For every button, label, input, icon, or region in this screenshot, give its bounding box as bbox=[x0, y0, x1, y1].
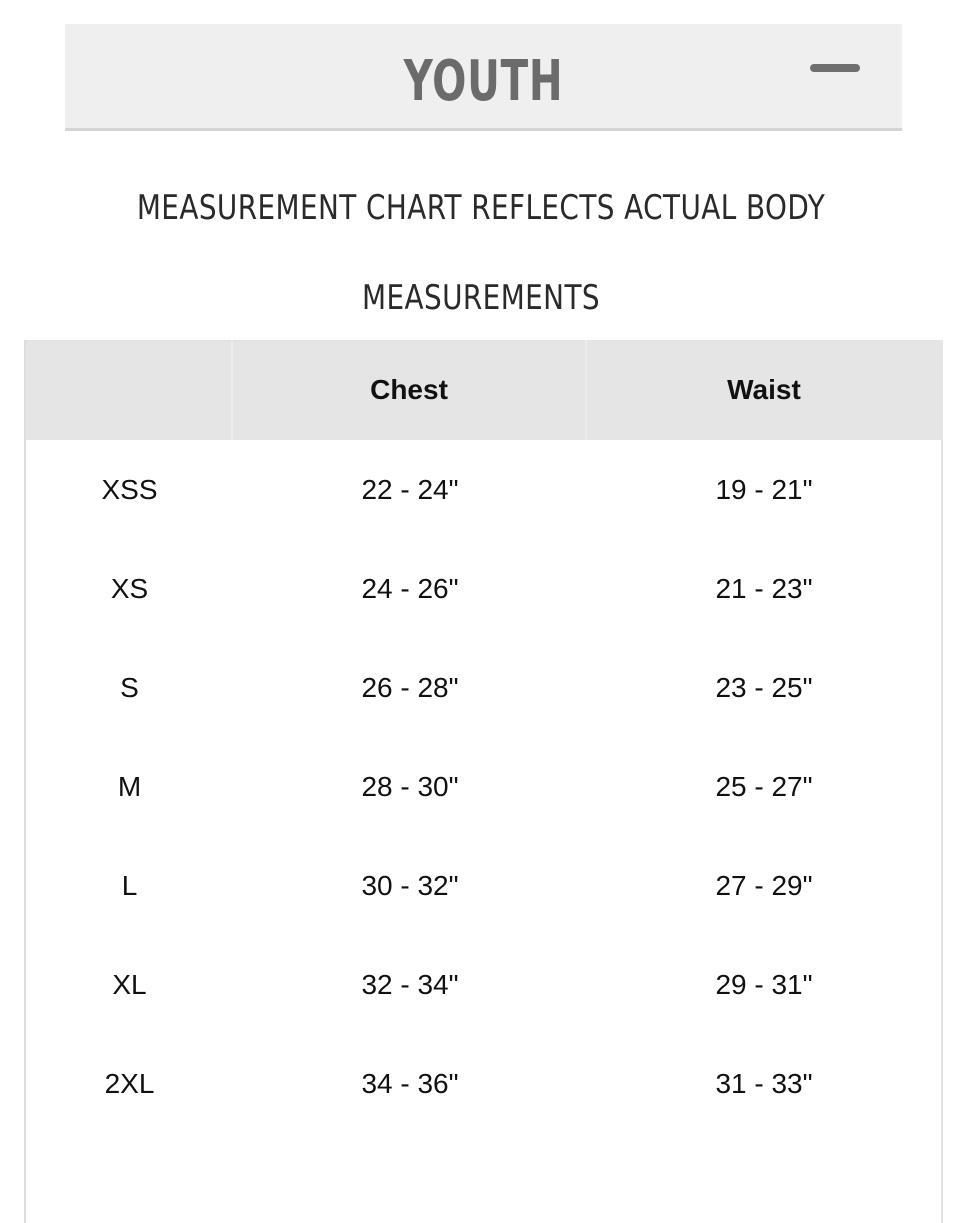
chest-cell: 34 - 36" bbox=[361, 1067, 459, 1099]
measurement-note-line-2: MEASUREMENTS bbox=[361, 278, 601, 318]
waist-cell: 29 - 31" bbox=[715, 968, 813, 1000]
measurement-note-line-1: MEASUREMENT CHART REFLECTS ACTUAL BODY bbox=[136, 188, 826, 228]
chest-cell: 22 - 24" bbox=[361, 473, 459, 505]
minus-icon[interactable] bbox=[810, 64, 860, 72]
table-row bbox=[26, 935, 941, 1034]
accordion-title: YOUTH bbox=[403, 49, 564, 114]
waist-cell: 27 - 29" bbox=[715, 869, 813, 901]
size-cell: 2XL bbox=[104, 1067, 155, 1099]
size-cell: S bbox=[120, 671, 139, 703]
size-cell: XL bbox=[112, 968, 147, 1000]
waist-cell: 19 - 21" bbox=[715, 473, 813, 505]
table-row bbox=[26, 539, 941, 638]
waist-cell: 31 - 33" bbox=[715, 1067, 813, 1099]
table-row bbox=[26, 737, 941, 836]
table-row bbox=[26, 638, 941, 737]
table-row bbox=[26, 1034, 941, 1133]
size-cell: M bbox=[117, 770, 142, 802]
chest-cell: 26 - 28" bbox=[361, 671, 459, 703]
waist-cell: 21 - 23" bbox=[715, 572, 813, 604]
chest-cell: 24 - 26" bbox=[361, 572, 459, 604]
size-chart-table bbox=[24, 340, 943, 1223]
waist-cell: 25 - 27" bbox=[715, 770, 813, 802]
table-header-row bbox=[26, 340, 941, 440]
youth-accordion-header[interactable] bbox=[65, 24, 902, 131]
size-cell: L bbox=[121, 869, 138, 901]
table-row bbox=[26, 836, 941, 935]
header-size bbox=[26, 340, 233, 440]
size-cell: XS bbox=[110, 572, 149, 604]
header-chest: Chest bbox=[233, 340, 587, 440]
header-waist: Waist bbox=[727, 374, 801, 405]
size-cell: XSS bbox=[101, 473, 158, 505]
chest-cell: 30 - 32" bbox=[361, 869, 459, 901]
chest-cell: 32 - 34" bbox=[361, 968, 459, 1000]
table-row bbox=[26, 440, 941, 539]
waist-cell: 23 - 25" bbox=[715, 671, 813, 703]
chest-cell: 28 - 30" bbox=[361, 770, 459, 802]
